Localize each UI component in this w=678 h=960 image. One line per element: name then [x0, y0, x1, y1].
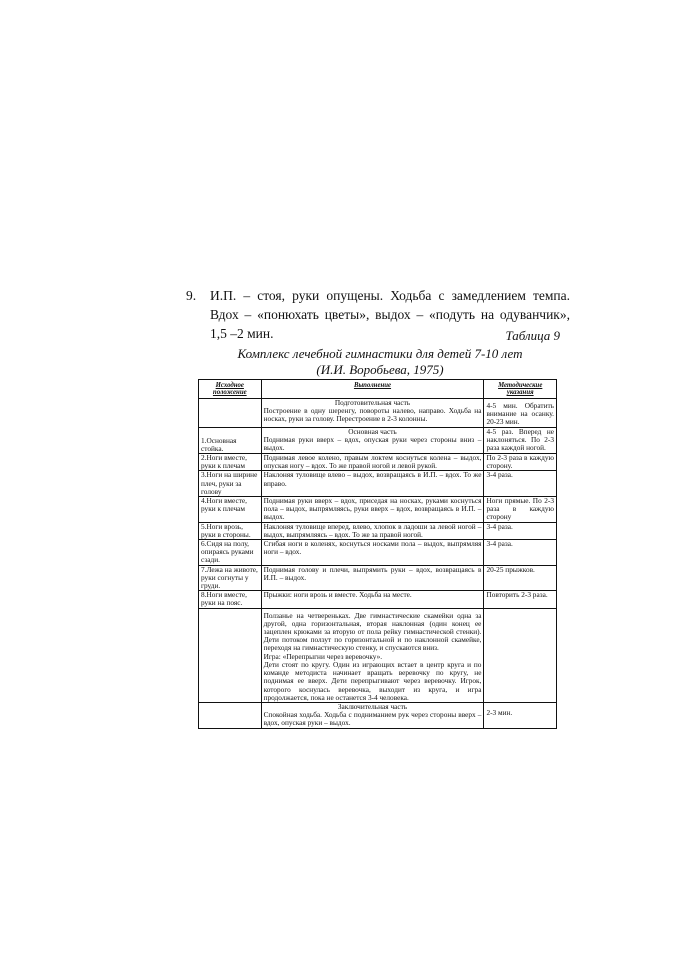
cell-position	[199, 427, 262, 453]
cell-position: 8.Ноги вместе, руки на пояс.	[199, 591, 262, 608]
header-initial-position: Исходное положение	[199, 380, 262, 399]
cell-execution: Поднимая голову и плечи, выпрямить руки – вдох, возвращаясь в И.П. – выдох.	[261, 565, 484, 591]
game-rules: Дети стоят по кругу. Один из играющих встает в центр круга и по команде методиста начинает вращать веревочку по кругу, не поднимая ее вверх. Дети перепрыгивают через веревочку. Игрок, которого коснулась веревочка, выходит из круга, и игра продолжается, пока не останется 3-4 человека.	[263, 659, 482, 702]
cell-guideline: 3-4 раза.	[484, 471, 557, 497]
guideline-text: 2-3 мин.	[486, 707, 513, 717]
cell-position: 3.Ноги на ширине плеч, руки за голову	[199, 471, 262, 497]
cell-execution	[261, 608, 484, 702]
exercise-table	[198, 379, 557, 729]
execution-text: Построение в одну шеренгу, повороты налево, направо. Ходьба на носках, руки за голову. Перестроение в 2-3 колонны.	[263, 406, 482, 424]
table-row	[199, 565, 557, 591]
cell-position: 4.Ноги вместе, руки к плечам	[199, 497, 262, 523]
cell-guideline: 3-4 раза.	[484, 522, 557, 539]
item-text: И.П. – стоя, руки опущены. Ходьба с замедлением темпа. Вдох – «понюхать цветы», выдох – «подуть на одуванчик», 1,5 –2 мин.	[210, 288, 570, 341]
cell-guideline	[484, 608, 557, 702]
cell-execution: Прыжки: ноги врозь и вместе. Ходьба на месте.	[261, 591, 484, 608]
cell-position: 2.Ноги вместе, руки к плечам	[199, 454, 262, 471]
cell-guideline: 20-25 прыжков.	[484, 565, 557, 591]
cell-position	[199, 702, 262, 728]
header-guidelines: Методические указания	[484, 380, 557, 399]
table-row	[199, 591, 557, 608]
execution-text: Спокойная ходьба. Ходьба с подниманием рук через стороны вверх – вдох, опуская руки – выдох.	[263, 710, 482, 728]
cell-position: 7.Лежа на животе, руки согнуты у груди.	[199, 565, 262, 591]
table-row	[199, 540, 557, 566]
cell-execution	[261, 399, 484, 428]
execution-text: Поднимая руки вверх – вдох, опуская руки через стороны вниз – выдох.	[263, 434, 482, 453]
cell-execution: Наклоняя туловище влево – выдох, возвращаясь в И.П. – вдох. То же вправо.	[261, 471, 484, 497]
cell-position: 5.Ноги врозь, руки в стороны.	[199, 522, 262, 539]
cell-guideline: По 2-3 раза в каждую сторону.	[484, 454, 557, 471]
section-heading-final: Заключительная часть	[337, 701, 408, 711]
section-heading-main: Основная часть	[348, 426, 397, 436]
table-row	[199, 454, 557, 471]
cell-execution	[261, 427, 484, 453]
table-label: Таблица 9	[505, 328, 560, 343]
crawling-text: Ползанье на четвереньках. Две гимнастические скамейки одна за другой, одна горизонтальная, вторая наклонная (один конец ее зацеплен крюками за вторую от пола рейку гимнастической стенки). Дети потоком ползут по горизонтальной и по наклонной скамейке, переходя на гимнастическую стенку, и спускаются вниз.	[263, 610, 482, 653]
table-row	[199, 702, 557, 728]
cell-guideline: 4-5 раз. Вперед не наклоняться. По 2-3 раза каждой ногой.	[484, 427, 557, 453]
table-row	[199, 522, 557, 539]
item-number: 9.	[186, 288, 197, 303]
table-row	[199, 427, 557, 453]
table-row	[199, 471, 557, 497]
guideline-text: 4-5 мин. Обратить внимание на осанку. 20-23 мин.	[486, 401, 554, 427]
position-text: 1.Основная стойка.	[201, 435, 237, 453]
cell-execution: Сгибая ноги в коленях, коснуться носками пола – выдох, выпрямляя ноги – вдох.	[261, 540, 484, 566]
cell-guideline: Ноги прямые. По 2-3 раза в каждую сторону	[484, 497, 557, 523]
header-execution: Выполнение	[261, 380, 484, 399]
cell-guideline	[484, 399, 557, 428]
table-row	[199, 608, 557, 702]
cell-execution: Поднимая левое колено, правым локтем коснуться колена – выдох, опуская ногу – вдох. То же правой ногой и левой рукой.	[261, 454, 484, 471]
game-title: Игра: «Перепрыгни через веревочку».	[263, 651, 383, 661]
table-header-row	[199, 380, 557, 399]
cell-execution: Наклоняя туловище вперед, влево, хлопок в ладоши за левой ногой – выдох, выпрямляясь – вдох. То же за правой ногой.	[261, 522, 484, 539]
table-title: Комплекс лечебной гимнастики для детей 7-10 лет	[237, 346, 523, 361]
cell-guideline	[484, 702, 557, 728]
cell-guideline: Повторить 2-3 раза.	[484, 591, 557, 608]
cell-execution	[261, 702, 484, 728]
cell-position	[199, 399, 262, 428]
cell-position	[199, 608, 262, 702]
cell-position: 6.Сидя на полу, опираясь руками сзади.	[199, 540, 262, 566]
table-row	[199, 497, 557, 523]
cell-execution: Поднимая руки вверх – вдох, приседая на носках, руками коснуться пола – выдох, выпрямляясь, руки вверх – вдох, возвращаясь в И.П. – выдох.	[261, 497, 484, 523]
table-subtitle: (И.И. Воробьева, 1975)	[316, 362, 444, 377]
table-row	[199, 399, 557, 428]
cell-guideline: 3-4 раза.	[484, 540, 557, 566]
section-heading-prep: Подготовительная часть	[334, 398, 411, 407]
